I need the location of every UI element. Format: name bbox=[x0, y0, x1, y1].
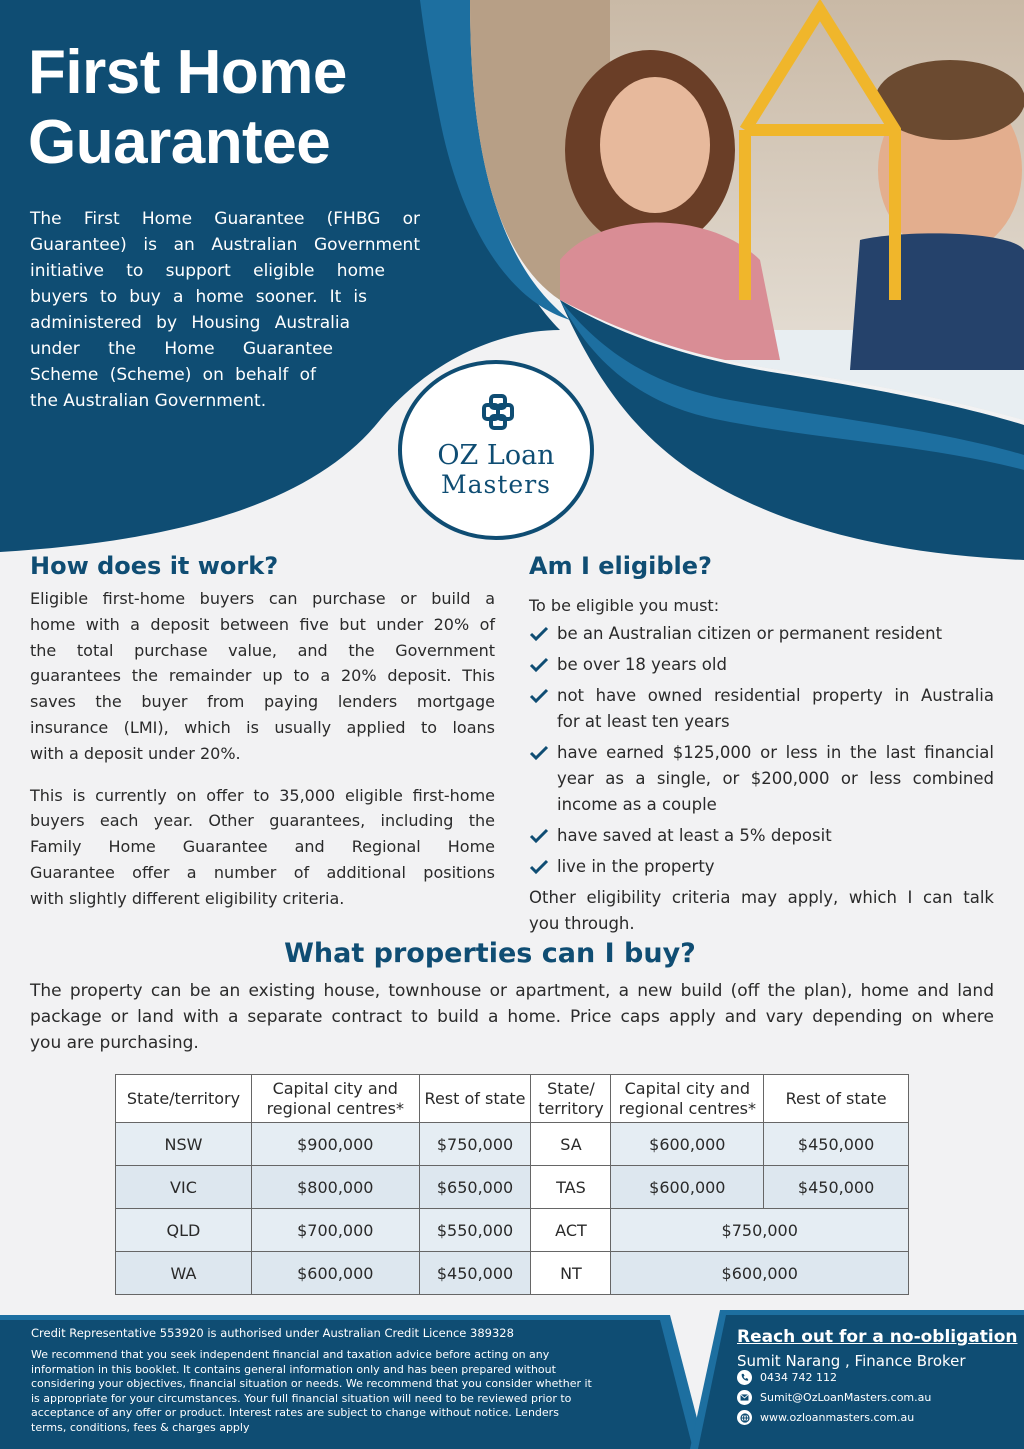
text-line: buyers each year. Other guarantees, including the bbox=[30, 811, 495, 831]
text-line: be over 18 years old bbox=[557, 655, 727, 674]
table-cell: NT bbox=[531, 1252, 611, 1295]
how-heading: How does it work? bbox=[30, 552, 279, 580]
intro-line: buyers to buy a home sooner. It is bbox=[30, 287, 367, 307]
intro-line: Scheme (Scheme) on behalf of bbox=[30, 365, 316, 385]
text-line: considering your objectives, financial situation or needs. We recommend that you consider whether it bbox=[31, 1377, 592, 1390]
globe-icon bbox=[737, 1410, 752, 1425]
table-cell: $600,000 bbox=[611, 1166, 764, 1209]
table-cell: $900,000 bbox=[251, 1123, 419, 1166]
text-line: you are purchasing. bbox=[30, 1033, 199, 1053]
text-line: acceptance of any offer or product. Interest rates are subject to change without notice. Lenders bbox=[31, 1406, 559, 1419]
intro-line: initiative to support eligible home bbox=[30, 261, 385, 281]
text-line: Family Home Guarantee and Regional Home bbox=[30, 837, 495, 857]
list-item bbox=[529, 854, 994, 880]
table-cell: $450,000 bbox=[764, 1123, 909, 1166]
column-header: Capital city and regional centres* bbox=[251, 1075, 419, 1123]
text-line: package or land with a separate contract to build a home. Price caps apply and vary depending on where bbox=[30, 1007, 994, 1027]
eligibility-list bbox=[529, 621, 994, 880]
table-cell: TAS bbox=[531, 1166, 611, 1209]
table-cell: $600,000 bbox=[611, 1123, 764, 1166]
properties-heading: What properties can I buy? bbox=[284, 938, 696, 969]
table-cell: $600,000 bbox=[251, 1252, 419, 1295]
column-header: Rest of state bbox=[419, 1075, 531, 1123]
eligible-heading: Am I eligible? bbox=[529, 552, 712, 580]
text-line: is appropriate for your circumstances. Your full financial situation will need to be reviewed prior to bbox=[31, 1391, 572, 1405]
table-cell: QLD bbox=[116, 1209, 252, 1252]
eligibility-section bbox=[529, 552, 994, 937]
list-item bbox=[529, 823, 994, 849]
logo-text-top: OZ Loan bbox=[437, 440, 555, 471]
how-paragraph-1 bbox=[30, 586, 495, 767]
intro-line: Guarantee) is an Australian Government bbox=[30, 235, 420, 255]
list-item bbox=[529, 683, 994, 735]
table-cell: $650,000 bbox=[419, 1166, 531, 1209]
text-line: you through. bbox=[529, 914, 635, 933]
email-address[interactable]: Sumit@OzLoanMasters.com.au bbox=[760, 1391, 932, 1404]
eligible-lead: To be eligible you must: bbox=[529, 596, 720, 615]
list-item bbox=[529, 652, 994, 678]
text-line: not have owned residential property in Australia bbox=[557, 686, 994, 705]
intro-line: under the Home Guarantee bbox=[30, 339, 333, 359]
table-row bbox=[116, 1123, 909, 1166]
table-cell: $550,000 bbox=[419, 1209, 531, 1252]
text-line: Guarantee offer a number of additional positions bbox=[30, 862, 495, 882]
column-header: State/ territory bbox=[531, 1075, 611, 1123]
list-item bbox=[529, 740, 994, 818]
text-line: have earned $125,000 or less in the last financial bbox=[557, 743, 994, 762]
couple-photo bbox=[470, 0, 1024, 420]
table-cell: WA bbox=[116, 1252, 252, 1295]
table-cell: $450,000 bbox=[764, 1166, 909, 1209]
text-line: Other eligibility criteria may apply, which I can talk bbox=[529, 888, 994, 907]
text-line: home with a deposit between five but under 20% of bbox=[30, 614, 495, 634]
intro-line: administered by Housing Australia bbox=[30, 313, 350, 333]
column-header: Capital city and regional centres* bbox=[611, 1075, 764, 1123]
celtic-knot-icon bbox=[478, 392, 518, 432]
text-line: have saved at least a 5% deposit bbox=[557, 826, 832, 845]
title-line-1: First Home bbox=[28, 38, 347, 107]
reach-out-heading: Reach out for a no-obligation bbox=[737, 1327, 1018, 1347]
credit-licence: Credit Representative 553920 is authorised under Australian Credit Licence 389328 bbox=[31, 1326, 514, 1340]
phone-number[interactable]: 0434 742 112 bbox=[760, 1371, 837, 1384]
table-cell: $600,000 bbox=[611, 1252, 909, 1295]
table-row bbox=[116, 1209, 909, 1252]
text-line: income as a couple bbox=[557, 795, 717, 814]
table-cell: $750,000 bbox=[419, 1123, 531, 1166]
intro-line: The First Home Guarantee (FHBG or bbox=[30, 209, 420, 229]
table-cell: $700,000 bbox=[251, 1209, 419, 1252]
intro-paragraph bbox=[30, 206, 420, 414]
table-cell: SA bbox=[531, 1123, 611, 1166]
text-line: for at least ten years bbox=[557, 712, 730, 731]
checkmark-icon bbox=[529, 657, 549, 673]
how-it-works-section bbox=[30, 552, 495, 912]
text-line: information in this booklet. It contains general information only and has been prepared without bbox=[31, 1362, 556, 1376]
email-icon bbox=[737, 1390, 752, 1405]
table-cell: $800,000 bbox=[251, 1166, 419, 1209]
text-line: with slightly different eligibility criteria. bbox=[30, 888, 345, 908]
text-line: saves the buyer from paying lenders mortgage bbox=[30, 692, 495, 712]
phone-contact[interactable] bbox=[737, 1370, 837, 1385]
website-contact[interactable] bbox=[737, 1410, 914, 1425]
table-row bbox=[116, 1166, 909, 1209]
logo-text-bottom: Masters bbox=[441, 470, 551, 499]
text-line: This is currently on offer to 35,000 eligible first-home bbox=[30, 785, 495, 805]
text-line: insurance (LMI), which is usually applied to loans bbox=[30, 717, 495, 737]
text-line: The property can be an existing house, townhouse or apartment, a new build (off the plan), home and land bbox=[30, 981, 994, 1001]
phone-icon bbox=[737, 1370, 752, 1385]
table-cell: $450,000 bbox=[419, 1252, 531, 1295]
checkmark-icon bbox=[529, 828, 549, 844]
properties-paragraph bbox=[30, 978, 994, 1056]
eligible-footer bbox=[529, 885, 994, 937]
email-contact[interactable] bbox=[737, 1390, 931, 1405]
price-caps-table bbox=[115, 1074, 909, 1295]
oz-loan-masters-logo bbox=[398, 360, 594, 540]
text-line: Eligible first-home buyers can purchase or build a bbox=[30, 589, 495, 608]
disclaimer bbox=[31, 1348, 631, 1435]
table-cell: VIC bbox=[116, 1166, 252, 1209]
text-line: year as a single, or $200,000 or less combined bbox=[557, 769, 994, 788]
checkmark-icon bbox=[529, 688, 549, 704]
broker-name: Sumit Narang , Finance Broker bbox=[737, 1352, 966, 1370]
how-paragraph-2 bbox=[30, 783, 495, 912]
list-item bbox=[529, 621, 994, 647]
text-line: terms, conditions, fees & charges apply bbox=[31, 1420, 250, 1434]
checkmark-icon bbox=[529, 859, 549, 875]
title-line-2: Guarantee bbox=[28, 108, 331, 177]
checkmark-icon bbox=[529, 745, 549, 761]
text-line: live in the property bbox=[557, 857, 715, 876]
page-title bbox=[28, 38, 347, 178]
text-line: guarantees the remainder up to a 20% deposit. This bbox=[30, 666, 495, 686]
table-row bbox=[116, 1252, 909, 1295]
column-header: State/territory bbox=[116, 1075, 252, 1123]
website-url[interactable]: www.ozloanmasters.com.au bbox=[760, 1411, 915, 1424]
table-cell: $750,000 bbox=[611, 1209, 909, 1252]
intro-line: the Australian Government. bbox=[30, 391, 267, 411]
text-line: with a deposit under 20%. bbox=[30, 743, 241, 763]
table-cell: NSW bbox=[116, 1123, 252, 1166]
table-cell: ACT bbox=[531, 1209, 611, 1252]
checkmark-icon bbox=[529, 626, 549, 642]
text-line: the total purchase value, and the Government bbox=[30, 640, 495, 660]
text-line: be an Australian citizen or permanent resident bbox=[557, 624, 943, 643]
column-header: Rest of state bbox=[764, 1075, 909, 1123]
table-header-row bbox=[116, 1075, 909, 1123]
text-line: We recommend that you seek independent financial and taxation advice before acting on any bbox=[31, 1348, 550, 1361]
